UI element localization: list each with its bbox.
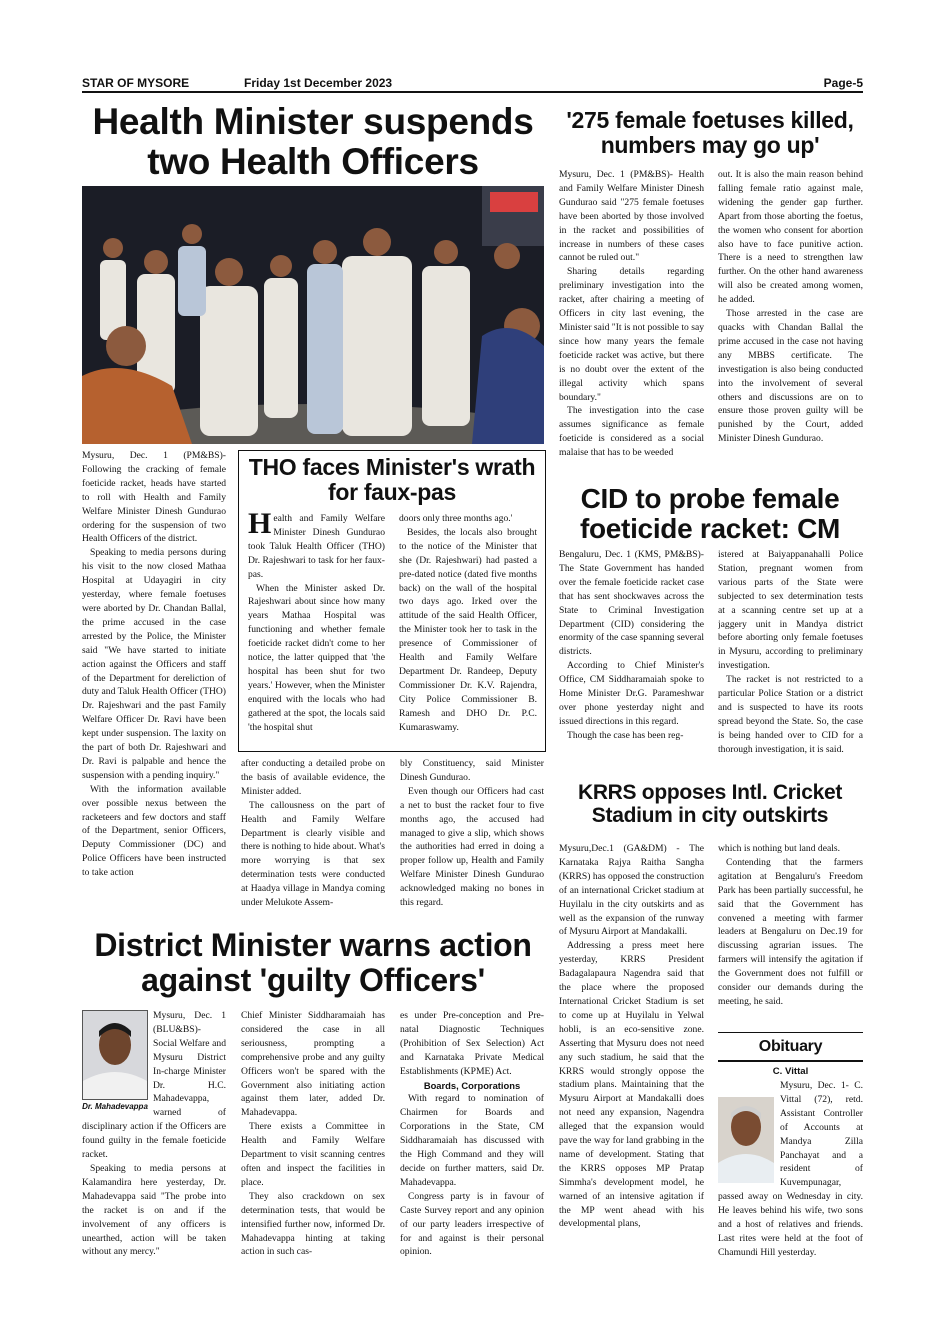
paragraph: es under Pre-conception and Pre-natal Diagnostic Techniques (Prohibition of Sex Selection) Act and Karnataka Private Medical Establishments (KPME) Act. xyxy=(400,1010,544,1077)
story4-column-2 xyxy=(718,842,863,1024)
drop-cap: H xyxy=(248,512,272,540)
story1-column-1 xyxy=(82,449,226,927)
tho-headline: THO faces Minister's wrath for faux-pas xyxy=(248,454,536,505)
obituary-rule xyxy=(718,1060,863,1062)
minister-photo-block xyxy=(82,1010,148,1114)
masthead xyxy=(82,75,863,93)
obituary-name: C. Vittal xyxy=(772,1066,809,1077)
paragraph: Mysuru, Dec. 1 (BLU&BS)- Social Welfare and Mysuru District In-charge Minister Dr. H.C. Mahadevappa, warned of disciplinary action if the Officers are found guilty in the female foeticide racket. xyxy=(82,1010,226,1161)
story1-headline: Health Minister suspends two Health Officers xyxy=(92,101,534,182)
tho-sidebar-box xyxy=(238,450,546,752)
paragraph: Though the case has been reg- xyxy=(567,729,684,741)
paragraph: Contending that the farmers agitation at Bengaluru's Freedom Park has been partially successful, he said that the Government has convened a meeting with farmer leaders at Bengaluru on Dec.19 for discussing agrarian issues. The farmers will intensify the agitation if the Government does not fulfill or consider our demands during the meeting, he said. xyxy=(718,856,863,1007)
newspaper-name: STAR OF MYSORE xyxy=(82,76,190,90)
story3-headline: CID to probe female foeticide racket: CM xyxy=(579,483,841,545)
paragraph: Mysuru,Dec.1 (GA&DM) - The Karnataka Rajya Raitha Sangha (KRRS) has opposed the construction of an international Cricket stadium at Huyilalu in the city outskirts and as well as the expansion of the runway of Mysuru Airport at Mandakalli. xyxy=(559,843,704,938)
paragraph: Those arrested in the case are quacks with Chandan Ballal the prime accused in the case not having any MBBS certificate. The investigation is also being conducted into the involvement of several others and discussions are on to ensure those proven guilty will be punished by the Court, added Minister Dinesh Gundurao. xyxy=(718,308,863,445)
story3-column-1 xyxy=(559,548,704,770)
paragraph: Chief Minister Siddharamaiah has considered the case in all seriousness, prompting a comprehensive probe and any guilty Officers won't be spared with the Government also initiating action against them later, added Dr. Mahadevappa. xyxy=(241,1010,385,1119)
story5-column-3 xyxy=(400,1009,544,1265)
portrait-photo xyxy=(718,1097,774,1183)
tho-column-2 xyxy=(399,512,537,748)
paragraph: Besides, the locals also brought to the notice of the Minister that she (Dr. Rajeshwari) had pasted a pre-dated notice (dated five months back) on the wall of the hospital two days ago. Irked over the attitude of the said Health Officer, the Minister took her to task in the presence of Commissioner of Health and Family Welfare Department Dr. Randeep, Deputy Commissioner Dr. K.V. Rajendra, City Police Commissioner B. Ramesh and DHO Dr. P.C. Kumaraswamy. xyxy=(399,526,537,733)
paragraph: They also crackdown on sex determination tests, that would be intensified further now, informed Dr. Mahadevappa hinting at taking action in such cas- xyxy=(241,1190,385,1258)
paragraph: Speaking to media persons during his visit to the now closed Mathaa Hospital at Udayagiri in city yesterday, where female foetuses were aborted by Dr. Chandan Ballal, the prime accused in the case arrested by the Police, the Minister said "We have started to initiate action against the Officers and staff of the Department for dereliction of duty and Taluk Health Officer (THO) Dr. Rajeshwari and the past Family Welfare Officer Dr. Ravi have been kept under suspension. The laxity on the part of both Dr. Rajeshwari and Dr. Ravi is palpable and hence the suspension with a pending inquiry." xyxy=(82,547,226,781)
obituary-heading: Obituary xyxy=(758,1038,823,1055)
paragraph: Sharing details regarding preliminary investigation into the racket, after chairing a meeting of Officers in city last evening, the Minister said "It is not possible to say since how many years the female foeticide racket was active, but there is no doubt over the extent of the illegal activity which spans boundary." xyxy=(559,266,704,403)
story1-column-2 xyxy=(241,757,385,927)
photo-caption: Dr. Mahadevappa xyxy=(82,1102,148,1111)
paragraph: doors only three months ago.' xyxy=(399,513,513,524)
story4-column-1 xyxy=(559,842,704,1265)
paragraph: Speaking to media persons at Kalamandira here yesterday, Dr. Mahadevappa said "The probe into the racket is on and if the involvement of any officers is unearthed, action will be taken without any mercy." xyxy=(82,1162,226,1258)
paragraph: Mysuru, Dec. 1 (PM&BS)- Health and Family Welfare Minister Dinesh Gundurao said "275 female foetuses have been aborted by those involved in the racket and possibilities of increase in numbers of these cases cannot be ruled out." xyxy=(559,169,704,264)
crowd-photo-illustration xyxy=(82,186,544,444)
paragraph: Addressing a press meet here yesterday, KRRS President Badagalapaura Nagendra said that the place where the proposed International Cricket Stadium is set to come up at Huyilalu in Yelwal hobli, is an eco-sensitive zone. Asserting that Mysuru does not need any such stadium, he said that the KRRS would strongly oppose the stadium plans. Maintaining that the Mysuru Airport at Mandakalli does not need any expansion, Nagendra alleged that the expansion would pave the way for land grabbing in the name of development. Stating that the KRRS opposes MP Pratap Simmha's development model, he warned of an intensive agitation if the MP went ahead with his developmental plans, xyxy=(559,940,704,1230)
minister-photo xyxy=(82,1010,148,1100)
portrait-photo xyxy=(83,1011,147,1099)
paragraph: bly Constituency, said Minister Dinesh Gundurao. xyxy=(400,758,544,783)
story2-column-2 xyxy=(718,168,863,478)
paragraph: Congress party is in favour of Caste Survey report and any opinion of our party leaders irrespective of for and against is their personal opinion. xyxy=(400,1190,544,1258)
paragraph: According to Chief Minister's Office, CM Siddharamaiah spoke to Home Minister Dr.G. Parameshwar over phone yesterday night and issued directions in this regard. xyxy=(559,660,704,727)
paragraph: after conducting a detailed probe on the basis of available evidence, the Minister added. xyxy=(241,758,385,797)
tho-column-1 xyxy=(248,512,385,748)
paragraph: With regard to nomination of Chairmen for Boards and Corporations in the State, CM Siddharamaiah has discussed with the High Command and they will decide on further matters, said Dr. Mahadevappa. xyxy=(400,1093,544,1188)
paragraph: Bengaluru, Dec. 1 (KMS, PM&BS)- The State Government has handed over the female foeticide racket case that has sent shockwaves across the State to Criminal Investigation Department (CID) considering the enormity of the case spanning several districts. xyxy=(559,549,704,658)
issue-date: Friday 1st December 2023 xyxy=(244,76,393,90)
obituary-text xyxy=(718,1079,863,1265)
paragraph: ealth and Family Welfare Minister Dinesh Gundurao took Taluk Health Officer (THO) Dr. Rajeshwari to task for her faux-pas. xyxy=(248,513,385,580)
story2-headline: '275 female foetuses killed, numbers may go up' xyxy=(566,107,854,158)
story5-headline: District Minister warns action against 'guilty Officers' xyxy=(94,927,532,998)
story4-headline: KRRS opposes Intl. Cricket Stadium in city outskirts xyxy=(577,781,843,827)
story5-column-2 xyxy=(241,1009,385,1265)
paragraph: Even though our Officers had cast a net to bust the racket four to five months ago, the accused had managed to give a slip, which shows the authorities had erred in doing a proper follow up, Health and Family Welfare Minister Dinesh Gundurao acknowledged making no bones in this regard. xyxy=(400,785,544,909)
paragraph: Mysuru, Dec. 1- C. Vittal (72), retd. Assistant Controller of Accounts at Mandya Zilla Panchayat and a resident of Kuvempunagar, passed away on Wednesday in city. He leaves behind his wife, two sons and a host of relatives and friends. Last rites were held at the foot of Chamundi Hill yesterday. xyxy=(718,1080,863,1258)
paragraph: which is nothing but land deals. xyxy=(718,843,841,854)
paragraph: There exists a Committee in Health and Family Welfare Department to visit scanning centres often and inspect the facilities in place. xyxy=(241,1121,385,1188)
page-number: Page-5 xyxy=(823,76,863,90)
paragraph: The racket is not restricted to a particular Police Station or a district and is suspected to have its roots spread beyond the State. So, the case is being handed over to CID for a thorough investigation, it is said. xyxy=(718,674,863,755)
obituary-rule xyxy=(718,1032,863,1033)
paragraph: With the information available over possible nexus between the racketeers and few doctors and staff of the Department, senior Officers, Deputy Commissioner (DC) and Police Officers have been instructed to take action xyxy=(82,783,226,879)
story1-column-3 xyxy=(400,757,544,927)
subheading: Boards, Corporations xyxy=(423,1079,521,1091)
story2-column-1 xyxy=(559,168,704,478)
obituary-portrait xyxy=(718,1097,774,1183)
story1-photo xyxy=(82,186,544,444)
story5-column-1 xyxy=(82,1009,226,1265)
story3-column-2 xyxy=(718,548,863,770)
paragraph: Mysuru, Dec. 1 (PM&BS)- Following the cracking of female foeticide racket, heads have started to roll with Health and Family Welfare Minister Dinesh Gundurao ordering for the suspension of two Health Officers of the district. xyxy=(82,450,226,545)
paragraph: istered at Baiyappanahalli Police Station, pregnant women from various parts of the State were subjected to sex determination tests at a scanning centre set up at a jaggery unit in Mandya district before aborting only female foetuses in Mysuru, according to preliminary investigation. xyxy=(718,549,863,672)
paragraph: When the Minister asked Dr. Rajeshwari about since how many years Mathaa Hospital was functioning and whether female foeticide racket didn't come to her notice, the latter quipped that 'the hospital has been shut for two years.' However, when the Minister enquired with the locals who had gathered at the spot, the locals said 'the hospital shut xyxy=(248,582,385,733)
paragraph: The callousness on the part of Health and Family Welfare Department is clearly visible and there is nothing to hide about. What's more worrying is that sex determination tests were conducted at Haadya village in Mandya coming under Melukote Assem- xyxy=(241,799,385,909)
paragraph: out. It is also the main reason behind falling female ratio against male, widening the gender gap further. Apart from those aborting the foetus, the women who consent for abortion also have to face punitive action. There is a need to strengthen law further. On the other hand awareness will also be created among women, he added. xyxy=(718,169,863,306)
paragraph: The investigation into the case assumes significance as female foeticide is considered as a social malaise that has to be weeded xyxy=(559,405,704,459)
